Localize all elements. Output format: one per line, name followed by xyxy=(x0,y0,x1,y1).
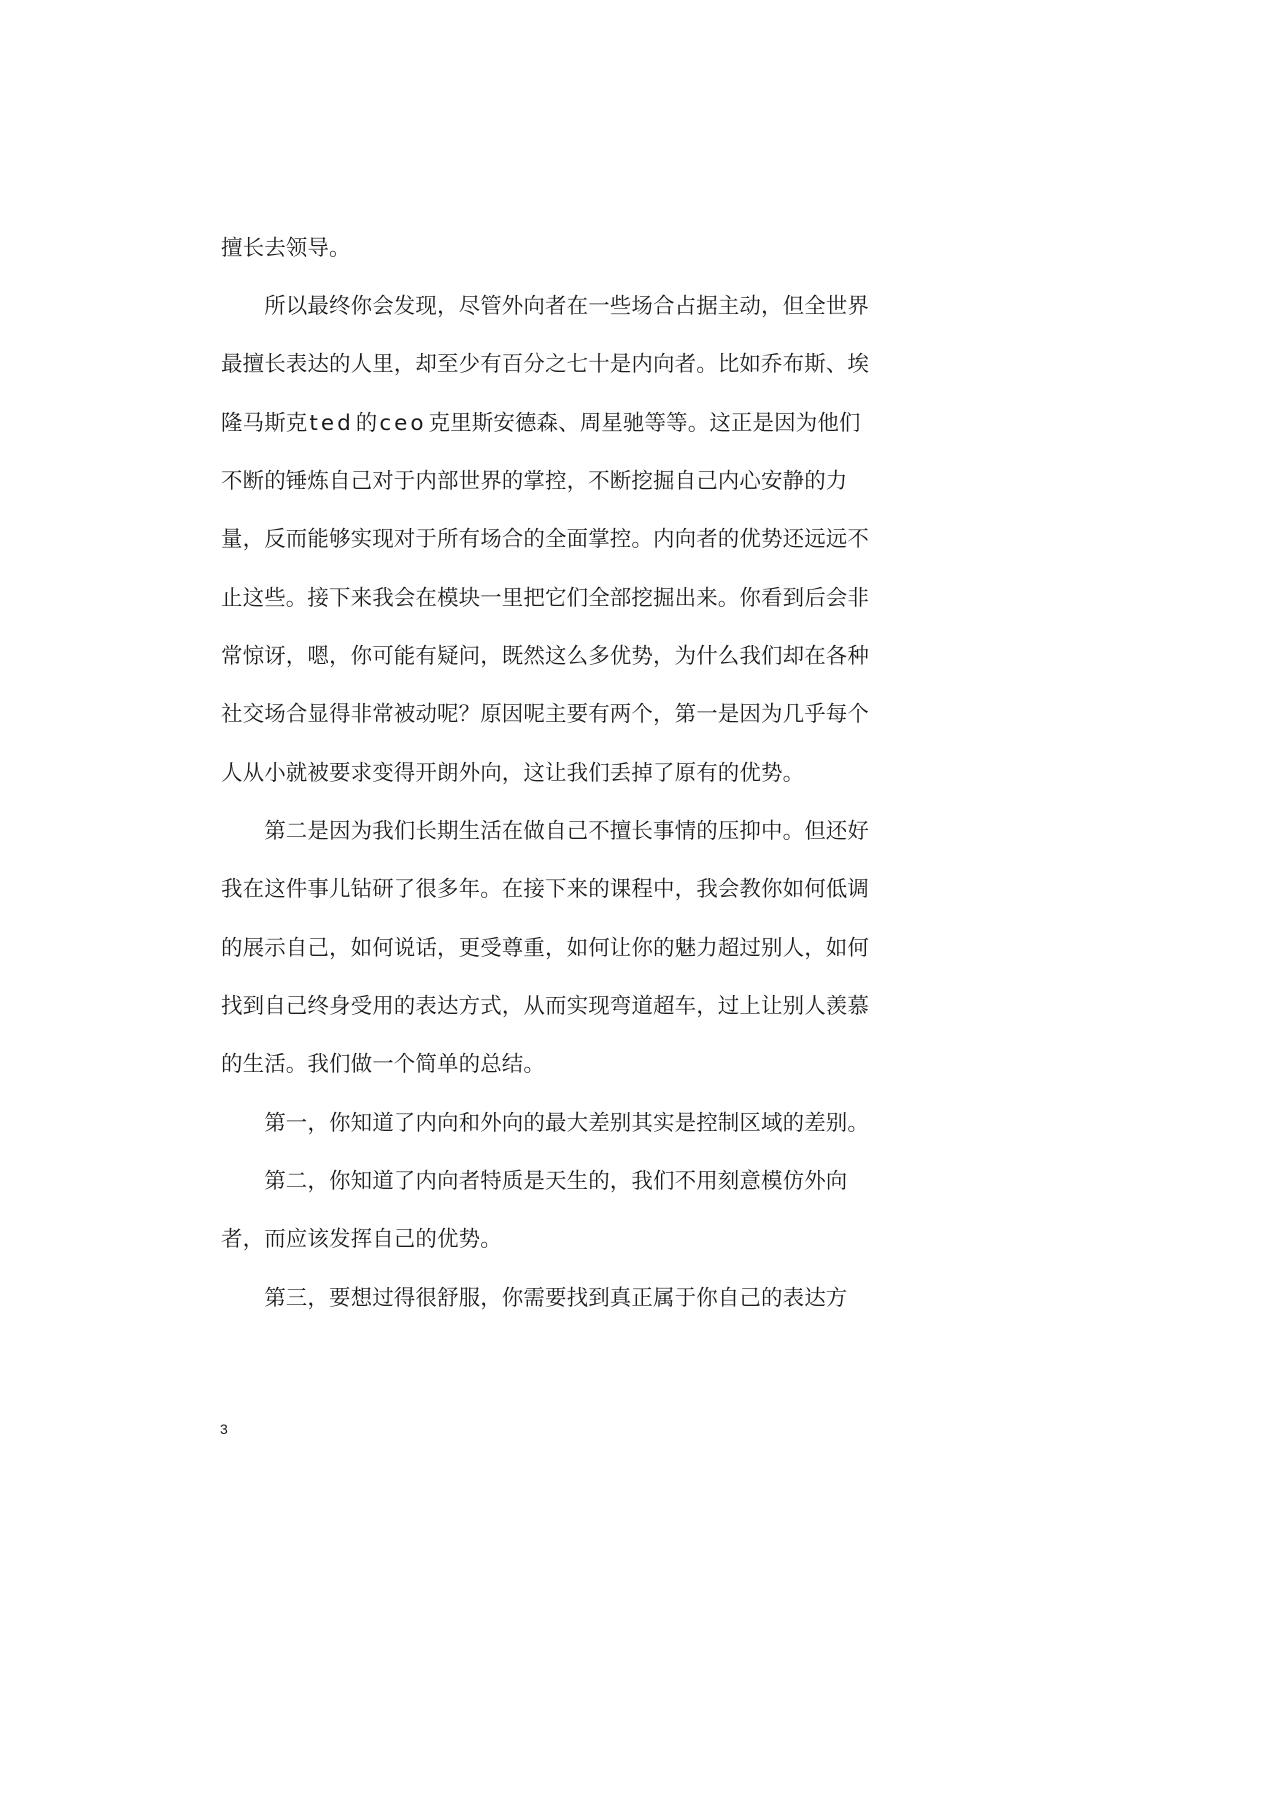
text-segment: 克里斯安德森、周星驰等等。这正是因为他们 xyxy=(428,411,861,436)
text-line: 擅长去领导。 xyxy=(221,236,351,261)
text-line: 者，而应该发挥自己的优势。 xyxy=(221,1227,502,1252)
text-line: 第三，要想过得很舒服，你需要找到真正属于你自己的表达方 xyxy=(221,1286,848,1311)
text-line: 最擅长表达的人里，却至少有百分之七十是内向者。比如乔布斯、埃 xyxy=(221,352,870,377)
text-line: 找到自己终身受用的表达方式，从而实现弯道超车，过上让别人羡慕 xyxy=(221,994,870,1019)
text-line: 的展示自己，如何说话，更受尊重，如何让你的魅力超过别人，如何 xyxy=(221,936,870,961)
text-line: 第一，你知道了内向和外向的最大差别其实是控制区域的差别。 xyxy=(221,1111,870,1136)
text-line: 人从小就被要求变得开朗外向，这让我们丢掉了原有的优势。 xyxy=(221,761,805,786)
text-segment: 隆马斯克 xyxy=(221,411,308,436)
text-line: 量，反而能够实现对于所有场合的全面掌控。内向者的优势还远远不 xyxy=(221,527,870,552)
text-segment-latin: ceo xyxy=(379,411,427,436)
text-line: 不断的锤炼自己对于内部世界的掌控，不断挖掘自己内心安静的力 xyxy=(221,469,848,494)
text-line-mixed xyxy=(221,409,861,439)
text-line: 所以最终你会发现，尽管外向者在一些场合占据主动，但全世界 xyxy=(221,294,870,319)
text-line: 的生活。我们做一个简单的总结。 xyxy=(221,1052,546,1077)
page-number: 3 xyxy=(220,1421,228,1437)
text-line: 我在这件事儿钻研了很多年。在接下来的课程中，我会教你如何低调 xyxy=(221,877,870,902)
text-line: 第二，你知道了内向者特质是天生的，我们不用刻意模仿外向 xyxy=(221,1169,848,1194)
text-line: 止这些。接下来我会在模块一里把它们全部挖掘出来。你看到后会非 xyxy=(221,586,870,611)
text-line: 第二是因为我们长期生活在做自己不擅长事情的压抑中。但还好 xyxy=(221,819,870,844)
text-line: 社交场合显得非常被动呢？原因呢主要有两个，第一是因为几乎每个 xyxy=(221,702,870,727)
text-line: 常惊讶，嗯，你可能有疑问，既然这么多优势，为什么我们却在各种 xyxy=(221,644,870,669)
text-segment-latin: ted xyxy=(309,411,354,436)
text-segment: 的 xyxy=(355,411,378,436)
